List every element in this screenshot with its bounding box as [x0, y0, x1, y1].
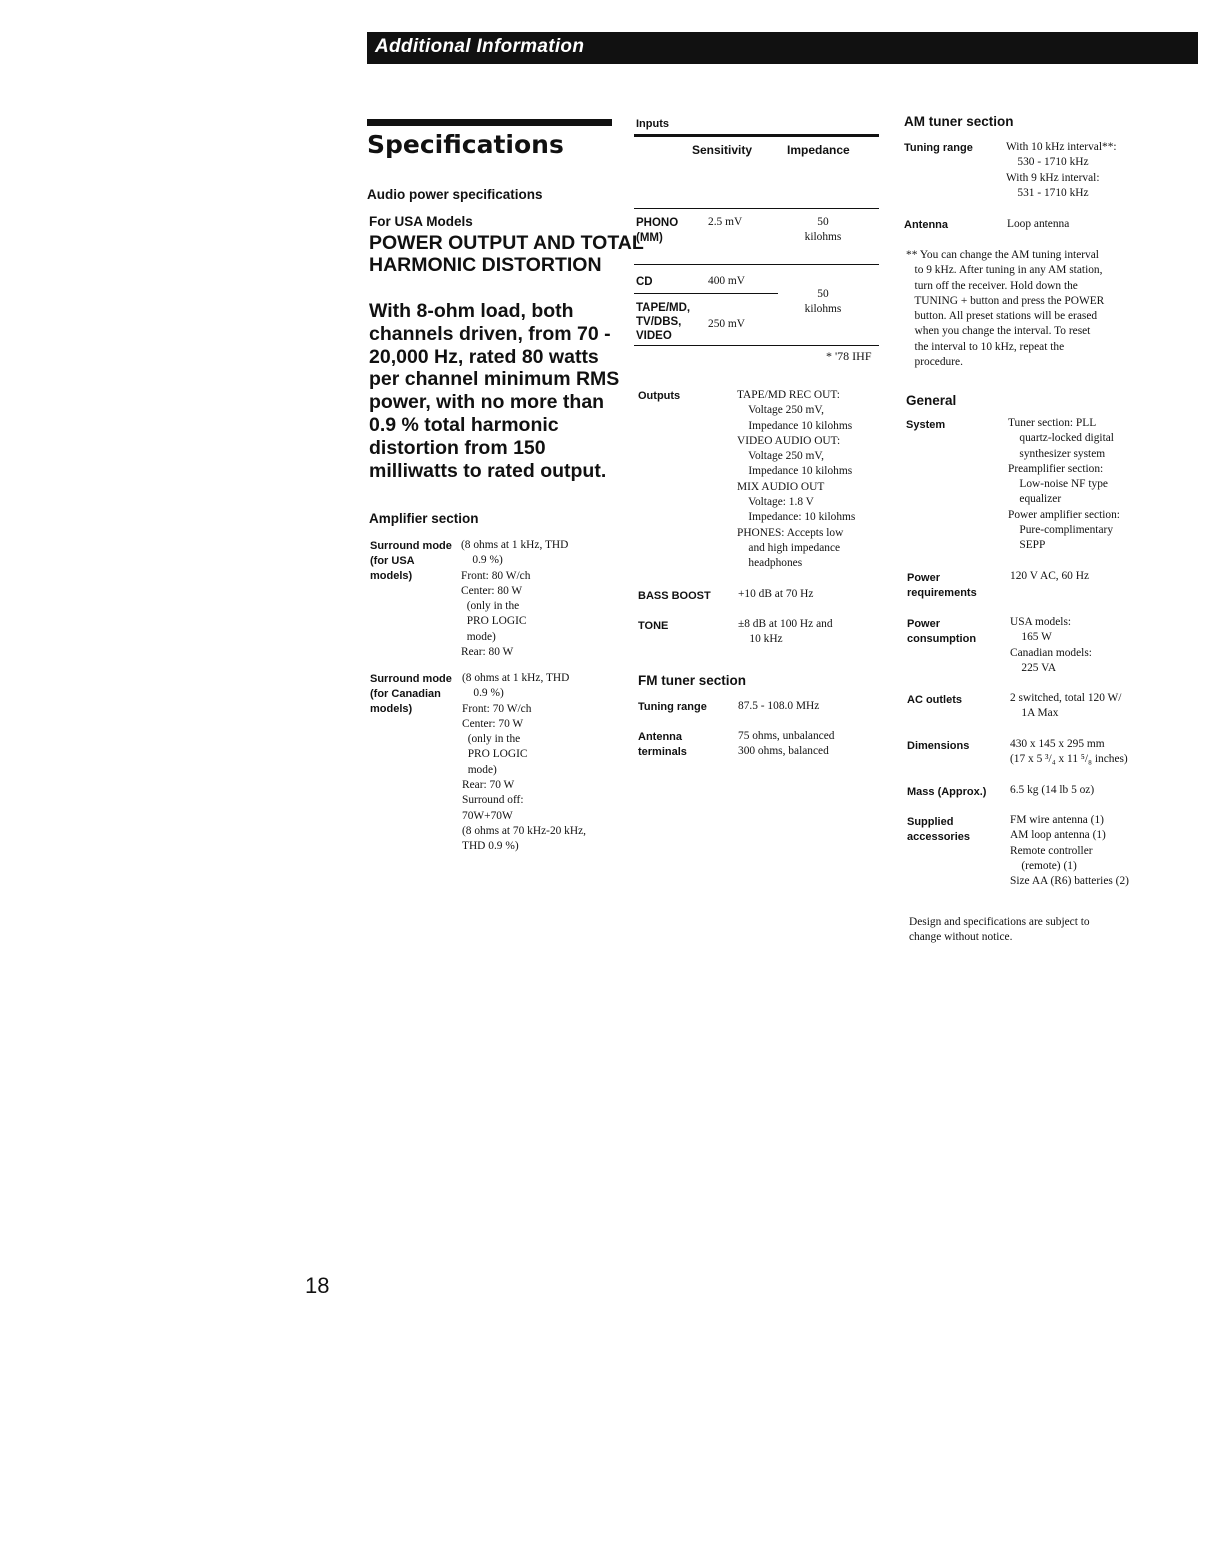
col-impedance: Impedance	[787, 143, 850, 157]
ac-outlets-value: 2 switched, total 120 W/ 1A Max	[1010, 692, 1122, 720]
inputs-table-top-rule	[634, 134, 879, 137]
tone-label: TONE	[638, 620, 669, 632]
fm-antenna-value: 75 ohms, unbalanced 300 ohms, balanced	[738, 730, 835, 758]
cd-label: CD	[636, 276, 653, 288]
phono-sensitivity: 2.5 mV	[708, 216, 743, 228]
supplied-accessories-value: FM wire antenna (1) AM loop antenna (1) Remote controller (remote) (1) Size AA (R6) batteries (2)	[1010, 814, 1129, 888]
col-sensitivity: Sensitivity	[692, 143, 753, 157]
mass-value: 6.5 kg (14 lb 5 oz)	[1010, 784, 1095, 796]
am-interval-note: ** You can change the AM tuning interval to 9 kHz. After tuning in any AM station, turn off the receiver. Hold down the TUNING + button and press the POWER button. All preset stations will be erased when you change the interval. To reset the interval to 10 kHz, repeat the procedure.	[906, 249, 1105, 369]
power-requirements-label: Power requirements	[907, 572, 977, 599]
bass-boost-value: +10 dB at 70 Hz	[738, 588, 814, 600]
mass-label: Mass (Approx.)	[907, 786, 987, 798]
page-number: 18	[305, 1273, 330, 1298]
bass-boost-label: BASS BOOST	[638, 590, 711, 602]
general-heading: General	[906, 393, 957, 408]
title-rule	[367, 119, 612, 126]
outputs-label: Outputs	[638, 390, 681, 402]
system-label: System	[906, 419, 946, 431]
power-consumption-value: USA models: 165 W Canadian models: 225 VA	[1010, 616, 1092, 674]
power-requirements-value: 120 V AC, 60 Hz	[1010, 570, 1090, 582]
am-antenna-label: Antenna	[904, 219, 948, 231]
surround-canadian-label: Surround mode (for Canadian models)	[370, 673, 452, 715]
surround-usa-label: Surround mode (for USA models)	[370, 540, 452, 582]
power-output-heading: POWER OUTPUT AND TOTAL HARMONIC DISTORTION	[369, 232, 644, 276]
design-note: Design and specifications are subject to change without notice.	[909, 916, 1090, 944]
power-consumption-label: Power consumption	[907, 618, 977, 645]
dimensions-value: 430 x 145 x 295 mm (17 x 5 ³/₄ x 11 ⁵/₈ inches)	[1010, 738, 1128, 766]
for-usa-heading: For USA Models	[369, 214, 473, 229]
fm-tuning-range-value: 87.5 - 108.0 MHz	[738, 700, 820, 712]
phono-rule	[634, 264, 879, 265]
inputs-heading: Inputs	[636, 118, 669, 130]
tone-value: ±8 dB at 100 Hz and 10 kHz	[738, 618, 833, 646]
am-tuner-heading: AM tuner section	[904, 114, 1014, 129]
supplied-accessories-label: Supplied accessories	[907, 816, 970, 843]
phono-impedance: 50 kilohms	[804, 216, 842, 244]
fm-tuning-range-label: Tuning range	[638, 701, 707, 713]
am-tuning-range-value: With 10 kHz interval**: 530 - 1710 kHz With 9 kHz interval: 531 - 1710 kHz	[1006, 141, 1117, 199]
inputs-footnote: * '78 IHF	[826, 349, 872, 363]
am-antenna-value: Loop antenna	[1007, 218, 1070, 230]
dimensions-label: Dimensions	[907, 740, 970, 752]
audio-power-heading: Audio power specifications	[367, 187, 543, 202]
shared-impedance: 50 kilohms	[804, 288, 842, 316]
inputs-header-rule	[634, 208, 879, 209]
system-value: Tuner section: PLL quartz-locked digital synthesizer system Preamplifier section: Low-noise NF type equalizer Power amplifier section: Pure-complimentary SEPP	[1008, 417, 1120, 552]
inputs-bottom-rule	[634, 345, 879, 346]
cd-sensitivity: 400 mV	[708, 275, 746, 287]
amplifier-section-heading: Amplifier section	[369, 511, 479, 526]
outputs-value: TAPE/MD REC OUT: Voltage 250 mV, Impedance 10 kilohms VIDEO AUDIO OUT: Voltage 250 mV, Impedance 10 kilohms MIX AUDIO OUT Voltage: 1.8 V Impedance: 10 kilohms PHONES: Accepts low and high impedance headphones	[737, 389, 856, 570]
power-statement: With 8-ohm load, both channels driven, from 70 - 20,000 Hz, rated 80 watts per channel minimum RMS power, with no more than 0.9 % total harmonic distortion from 150 milliwatts to rated output.	[369, 300, 620, 482]
surround-canadian-value: (8 ohms at 1 kHz, THD 0.9 %) Front: 70 W/ch Center: 70 W (only in the PRO LOGIC mode) Rear: 70 W Surround off: 70W+70W (8 ohms at 70 kHz-20 kHz, THD 0.9 %)	[462, 672, 587, 853]
tape-label: TAPE/MD, TV/DBS, VIDEO	[636, 302, 691, 342]
cd-rule	[634, 293, 778, 294]
fm-antenna-label: Antenna terminals	[638, 731, 687, 758]
page-title: Specifications	[367, 130, 564, 159]
am-tuning-range-label: Tuning range	[904, 142, 973, 154]
ac-outlets-label: AC outlets	[907, 694, 962, 706]
phono-label: PHONO (MM)	[636, 217, 679, 244]
section-header-title: Additional Information	[375, 36, 585, 57]
surround-usa-value: (8 ohms at 1 kHz, THD 0.9 %) Front: 80 W/ch Center: 80 W (only in the PRO LOGIC mode) Rear: 80 W	[461, 539, 569, 659]
tape-sensitivity: 250 mV	[708, 318, 746, 330]
fm-tuner-heading: FM tuner section	[638, 673, 747, 688]
